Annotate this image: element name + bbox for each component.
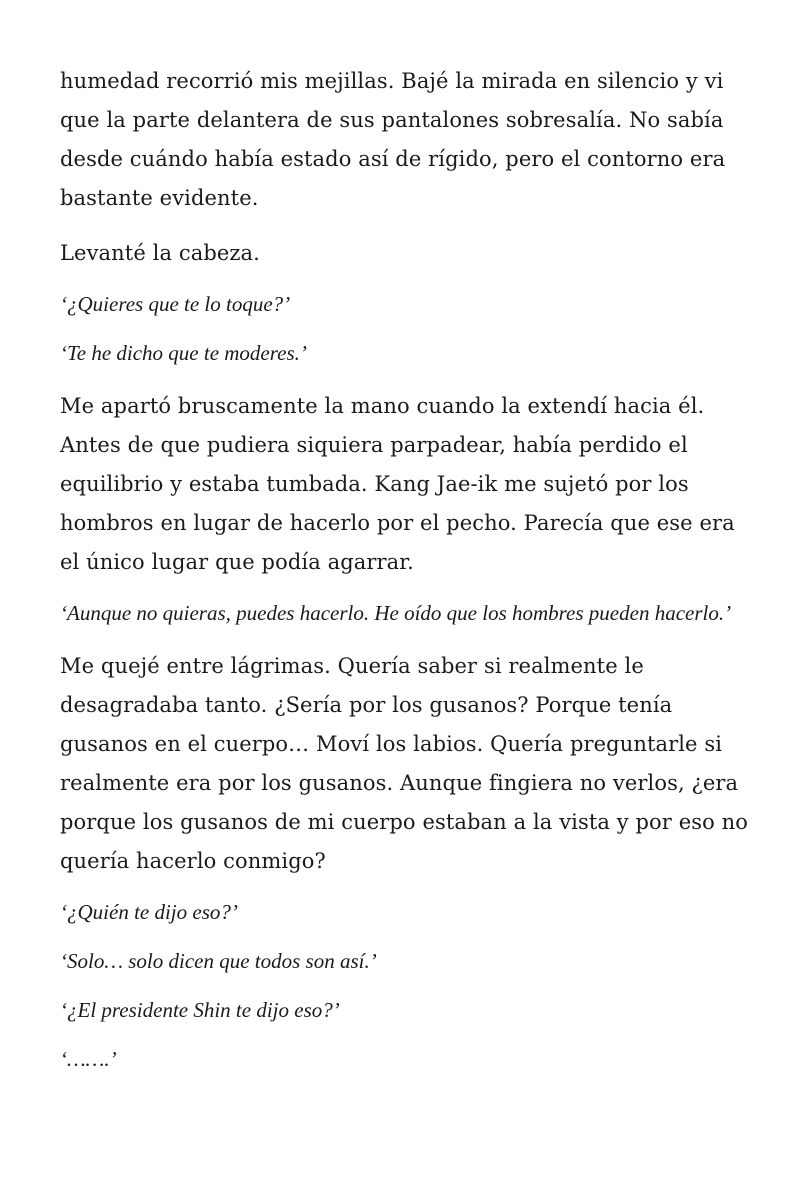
dialogue-line-7: ‘…….’ [60, 1047, 117, 1071]
paragraph-3: Me apartó bruscamente la mano cuando la extendí hacia él. Antes de que pudiera siquiera parpadear, había perdido el equilibrio y estaba tumbada. Kang Jae-ik me sujetó por los hombros en lugar de hacerlo por el pecho. Parecía que ese era el único lugar que podía agarrar. [60, 394, 735, 574]
paragraph-2: Levanté la cabeza. [60, 241, 260, 265]
dialogue-line-5: ‘Solo… solo dicen que todos son así.’ [60, 949, 377, 973]
dialogue-line-3: ‘Aunque no quieras, puedes hacerlo. He oído que los hombres pueden hacerlo.’ [60, 601, 732, 625]
dialogue-line-4: ‘¿Quién te dijo eso?’ [60, 900, 238, 924]
dialogue-line-1: ‘¿Quieres que te lo toque?’ [60, 292, 291, 316]
paragraph-4: Me quejé entre lágrimas. Quería saber si realmente le desagradaba tanto. ¿Sería por los gusanos? Porque tenía gusanos en el cuerpo… Moví los labios. Quería preguntarle si realmente era por los gusanos. Aunque fingiera no verlos, ¿era porque los gusanos de mi cuerpo estaban a la vista y por eso no quería hacerlo conmigo? [60, 654, 749, 873]
dialogue-line-2: ‘Te he dicho que te moderes.’ [60, 341, 307, 365]
dialogue-line-6: ‘¿El presidente Shin te dijo eso?’ [60, 998, 340, 1022]
paragraph-1: humedad recorrió mis mejillas. Bajé la mirada en silencio y vi que la parte delantera de sus pantalones sobresalía. No sabía desde cuándo había estado así de rígido, pero el contorno era bastante evidente. [60, 69, 726, 210]
page-text-body [60, 62, 750, 1093]
